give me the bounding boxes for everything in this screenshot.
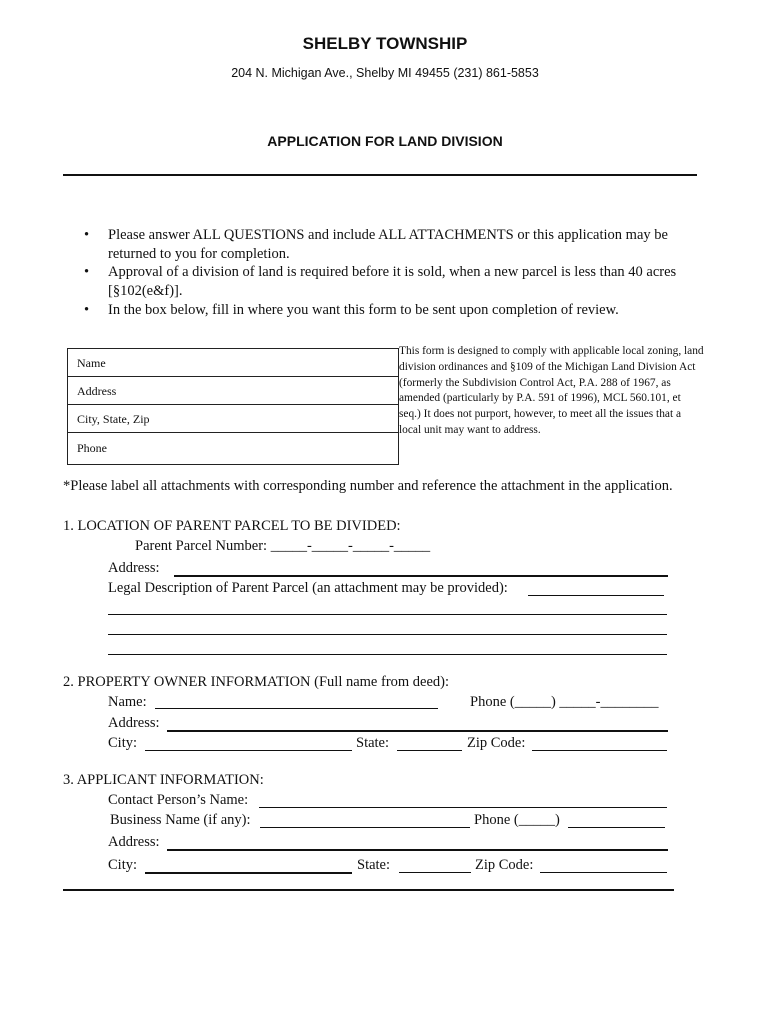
attachments-note: *Please label all attachments with corresponding number and reference the attachment in the application. <box>63 478 673 494</box>
instruction-text: Please answer ALL QUESTIONS and include ALL ATTACHMENTS or this application may be <box>108 227 668 243</box>
applicant-city-field[interactable] <box>145 872 352 874</box>
legal-description-label: Legal Description of Parent Parcel (an attachment may be provided): <box>108 580 508 596</box>
owner-state-label: State: <box>356 735 390 751</box>
legal-description-line[interactable] <box>108 634 667 635</box>
township-title: SHELBY TOWNSHIP <box>302 34 468 53</box>
disclaimer-text: This form is designed to comply with applicable local zoning, land division ordinances and §109 of the Michigan Land Division Act (formerly the Subdivision Control Act, P.A. 288 of 1967, as amended (particularly by P.A. 591 of 1996), MCL 560.101, et seq.) It does not purport, however, to meet all the issues that a local unit may want to address. <box>399 345 704 436</box>
instruction-text: In the box below, fill in where you want this form to be sent upon completion of review. <box>108 302 619 318</box>
applicant-phone-number-field[interactable] <box>568 827 665 828</box>
township-address: 204 N. Michigan Ave., Shelby MI 49455 (231) 861-5853 <box>231 66 539 80</box>
parent-parcel-number-field[interactable]: Parent Parcel Number: _____-_____-_____-_____ <box>135 538 431 554</box>
owner-name-field[interactable] <box>155 708 438 709</box>
applicant-phone-field[interactable]: Phone (_____) <box>474 812 560 828</box>
applicant-zip-field[interactable] <box>540 872 667 873</box>
mail-name-field[interactable]: Name <box>68 349 398 377</box>
mailing-address-box <box>67 348 399 465</box>
parcel-address-label: Address: <box>108 560 160 576</box>
legal-description-line[interactable] <box>108 654 667 655</box>
parcel-address-field[interactable] <box>174 575 668 577</box>
instruction-item: • Approval of a division of land is required before it is sold, when a new parcel is less than 40 acres [§102(e&f)]. <box>84 264 677 299</box>
instruction-item: • Please answer ALL QUESTIONS and include ALL ATTACHMENTS or this application may be returned to you for completion. <box>84 227 668 262</box>
section3-heading: 3. APPLICANT INFORMATION: <box>63 772 264 788</box>
applicant-state-label: State: <box>357 857 391 873</box>
owner-address-field[interactable] <box>167 730 668 732</box>
owner-city-field[interactable] <box>145 750 352 751</box>
applicant-state-field[interactable] <box>399 872 471 873</box>
form-title: APPLICATION FOR LAND DIVISION <box>267 133 503 149</box>
owner-phone-field[interactable]: Phone (_____) _____-________ <box>470 694 659 710</box>
instruction-text: [§102(e&f)]. <box>108 283 183 299</box>
owner-address-label: Address: <box>108 715 160 731</box>
mail-phone-field[interactable]: Phone <box>77 441 107 455</box>
owner-name-label: Name: <box>108 694 147 710</box>
owner-zip-label: Zip Code: <box>467 735 526 751</box>
bottom-divider <box>63 889 674 891</box>
instruction-item: • In the box below, fill in where you want this form to be sent upon completion of review. <box>84 302 619 318</box>
business-name-field[interactable] <box>260 827 470 828</box>
instruction-text: returned to you for completion. <box>108 246 290 262</box>
section1-heading: 1. LOCATION OF PARENT PARCEL TO BE DIVIDED: <box>63 518 401 534</box>
contact-name-field[interactable] <box>259 807 667 808</box>
owner-city-label: City: <box>108 735 138 751</box>
applicant-zip-label: Zip Code: <box>475 857 534 873</box>
title-divider <box>63 174 697 176</box>
section2-heading: 2. PROPERTY OWNER INFORMATION (Full name from deed): <box>63 674 450 690</box>
applicant-address-label: Address: <box>108 834 160 850</box>
owner-state-field[interactable] <box>397 750 462 751</box>
instruction-text: Approval of a division of land is required before it is sold, when a new parcel is less than 40 acres <box>108 264 677 280</box>
legal-description-field[interactable] <box>528 595 664 596</box>
applicant-address-field[interactable] <box>167 849 668 851</box>
owner-zip-field[interactable] <box>532 750 667 751</box>
contact-name-label: Contact Person’s Name: <box>108 792 249 808</box>
mail-city-field[interactable]: City, State, Zip <box>68 405 398 433</box>
mail-address-field[interactable]: Address <box>68 377 398 405</box>
business-name-label: Business Name (if any): <box>110 812 251 828</box>
legal-description-line[interactable] <box>108 614 667 615</box>
applicant-city-label: City: <box>108 857 138 873</box>
